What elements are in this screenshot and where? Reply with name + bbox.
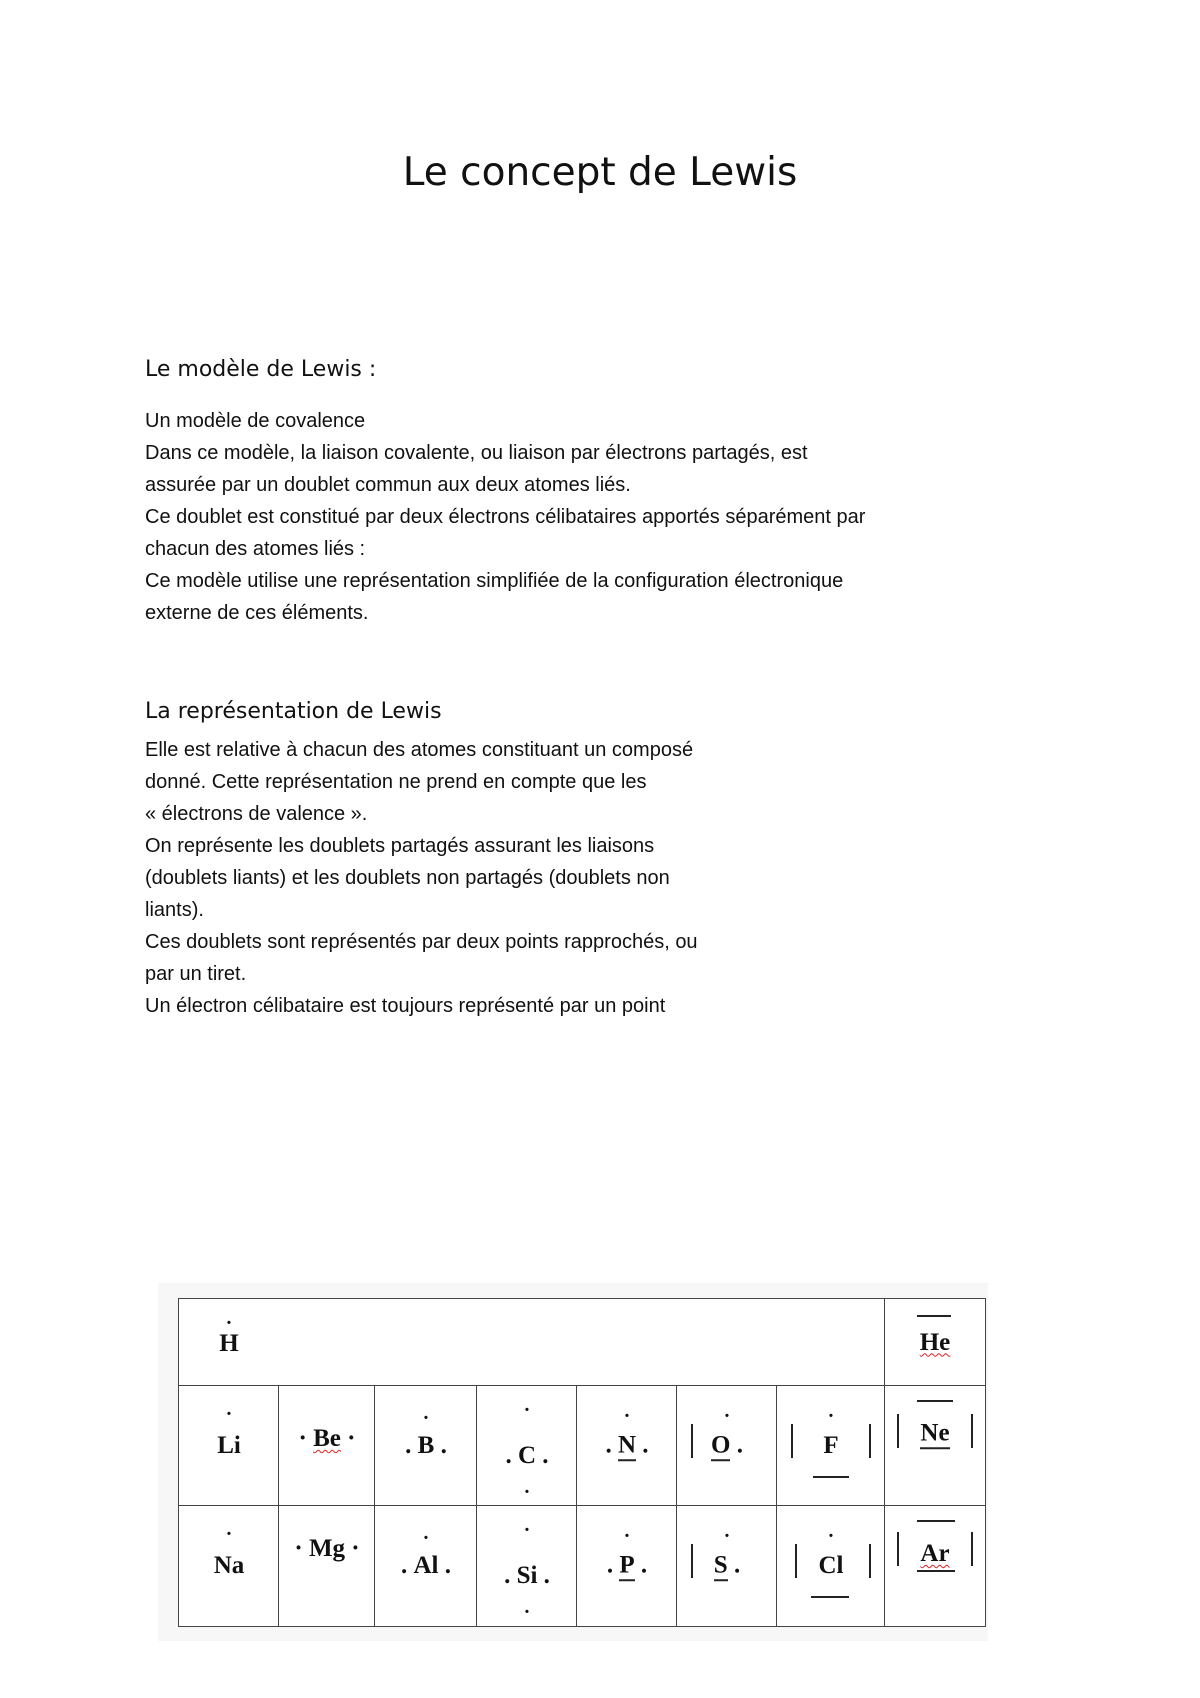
element-symbol: Ne	[920, 1419, 949, 1449]
lewis-cell-n: · . N .	[576, 1385, 678, 1507]
lewis-cell-ar	[884, 1505, 986, 1627]
lewis-cell-f: · F	[776, 1385, 886, 1507]
element-symbol: C	[517, 1441, 537, 1469]
element-symbol: Ar	[920, 1540, 950, 1567]
lewis-cell-al: · . Al .	[374, 1505, 478, 1627]
element-symbol: H	[219, 1330, 239, 1358]
element-symbol: Mg	[308, 1535, 346, 1563]
text-line: par un tiret.	[145, 963, 247, 985]
text-line: (doublets liants) et les doublets non partagés (doublets non	[145, 867, 670, 889]
lewis-cell-si: · . Si . ·	[476, 1505, 578, 1627]
lewis-cell-ne	[884, 1385, 986, 1507]
text-line: Dans ce modèle, la liaison covalente, ou liaison par électrons partagés, est	[145, 442, 808, 464]
lewis-cell-empty	[278, 1298, 886, 1387]
text-line: assurée par un doublet commun aux deux atomes liés.	[145, 474, 631, 496]
element-symbol: B	[417, 1432, 435, 1459]
element-symbol: He	[919, 1328, 951, 1356]
section-paragraph-modele	[145, 405, 865, 629]
lewis-cell-b: · . B .	[374, 1385, 478, 1507]
text-line: Ce modèle utilise une représentation simplifiée de la configuration électronique	[145, 570, 844, 592]
text-line: Un électron célibataire est toujours représenté par un point	[145, 995, 666, 1017]
element-symbol: Al	[413, 1552, 439, 1579]
text-line: donné. Cette représentation ne prend en compte que les	[145, 771, 647, 793]
element-symbol: S	[714, 1551, 728, 1581]
section-paragraph-representation	[145, 734, 698, 1022]
text-line: Elle est relative à chacun des atomes constituant un composé	[145, 739, 694, 761]
element-symbol: O	[711, 1431, 730, 1461]
lewis-cell-c: · . C . ·	[476, 1385, 578, 1507]
lewis-cell-h: · H	[178, 1298, 280, 1387]
element-symbol: Si	[516, 1561, 538, 1589]
section-heading-modele: Le modèle de Lewis :	[145, 357, 377, 382]
text-line: Un modèle de covalence	[145, 410, 366, 432]
element-symbol: N	[618, 1431, 636, 1461]
text-line: liants).	[145, 899, 204, 921]
lewis-cell-be: · Be ·	[278, 1385, 376, 1507]
element-symbol: P	[619, 1551, 634, 1581]
element-symbol: Cl	[818, 1552, 844, 1579]
lewis-cell-p: · . P .	[576, 1505, 678, 1627]
page-title: Le concept de Lewis	[402, 150, 798, 195]
lewis-table	[158, 1283, 988, 1641]
lewis-cell-cl: · Cl	[776, 1505, 886, 1627]
element-symbol: Li	[217, 1432, 241, 1459]
text-line: Ces doublets sont représentés par deux points rapprochés, ou	[145, 931, 698, 953]
element-symbol: Na	[213, 1552, 245, 1579]
lewis-cell-mg: · Mg ·	[278, 1505, 376, 1627]
element-symbol: F	[823, 1432, 839, 1459]
lewis-cell-s: · S .	[676, 1505, 778, 1627]
text-line: « électrons de valence ».	[145, 803, 368, 825]
text-line: Ce doublet est constitué par deux électrons célibataires apportés séparément par	[145, 506, 866, 528]
element-symbol: Be	[313, 1424, 341, 1452]
lewis-cell-na: · Na	[178, 1505, 280, 1627]
text-line: chacun des atomes liés :	[145, 538, 366, 560]
text-line: externe de ces éléments.	[145, 602, 369, 624]
lewis-cell-li: · Li	[178, 1385, 280, 1507]
text-line: On représente les doublets partagés assurant les liaisons	[145, 835, 655, 857]
lewis-cell-o: · O .	[676, 1385, 778, 1507]
section-heading-representation: La représentation de Lewis	[145, 699, 442, 724]
lewis-cell-he	[884, 1298, 986, 1387]
